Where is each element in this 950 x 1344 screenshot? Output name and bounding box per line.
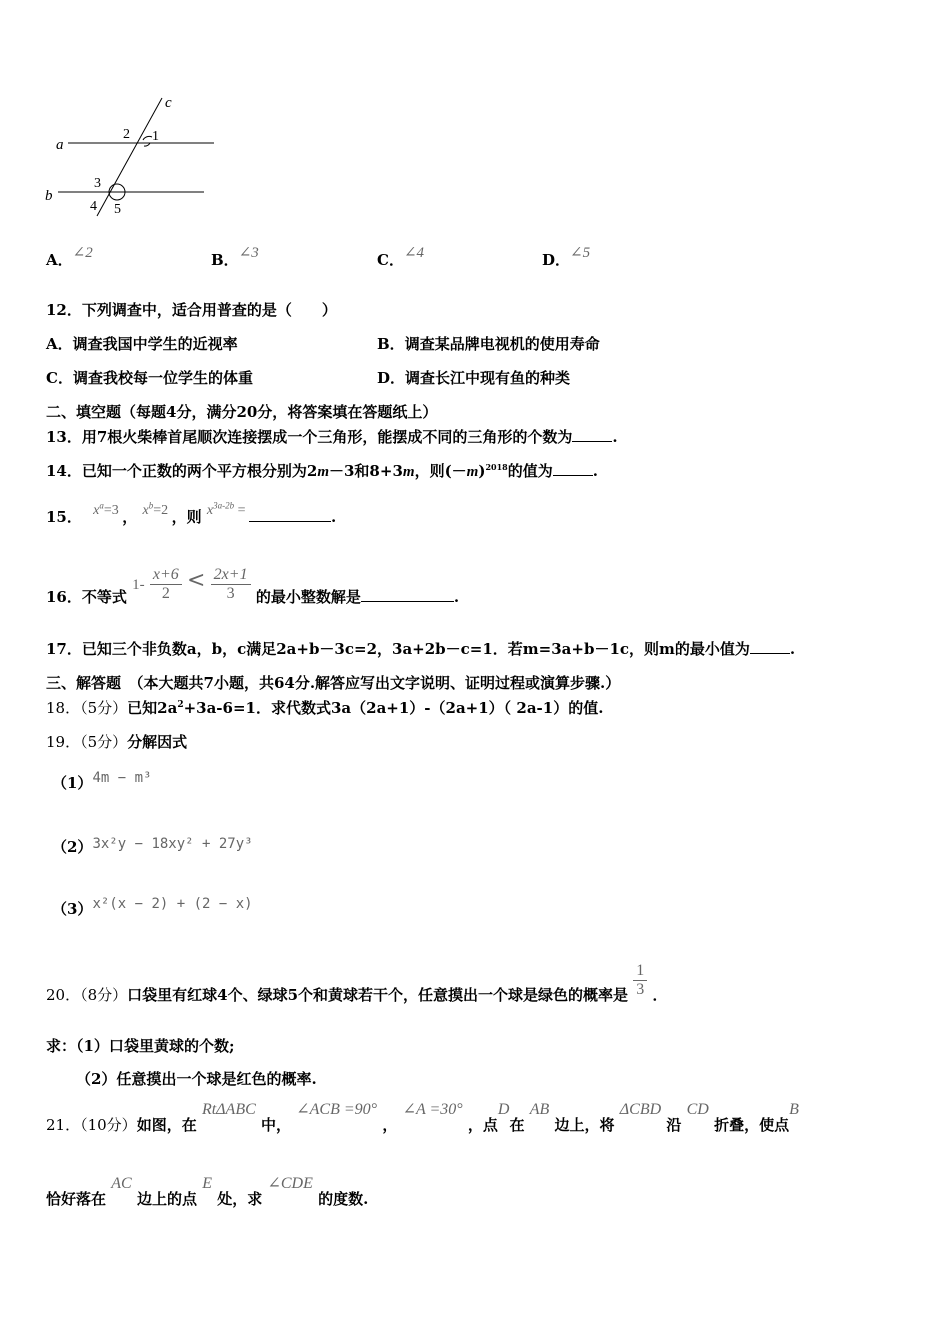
q18: 18．（5分）已知$2a^2+3a-6=1$．求代数式3a（2a+1）-（2a+1）（ 2a-1）的值. (46, 699, 604, 717)
q12-option-b[interactable]: B．调查某品牌电视机的使用寿命 (377, 335, 600, 353)
label-angle-2: 2 (123, 127, 130, 142)
q14: 14．已知一个正数的两个平方根分别为2m－3和8+3m，则$(-m)^{2018}$的值为 . (46, 462, 598, 480)
q15-answer-blank[interactable] (249, 507, 331, 522)
q20: 20．（8分）口袋里有红球4个、绿球5个和黄球若干个，任意摸出一个球是绿色的概率是 $\frac{1}{3}$ ． (46, 962, 668, 1004)
q12-stem: 12．下列调查中，适合用普查的是（ ） (46, 301, 337, 319)
q11-option-a[interactable]: A．∠2 (46, 245, 93, 269)
q11-option-c[interactable]: C．∠4 (377, 245, 425, 269)
parallel-lines-figure (40, 92, 225, 220)
label-a: a (56, 137, 64, 153)
label-c: c (165, 95, 172, 111)
q19-part-3: （3）x²(x − 2) + (2 − x) (52, 896, 253, 918)
label-angle-1: 1 (152, 129, 159, 144)
line-c (97, 98, 162, 216)
q19: 19．（5分）分解因式 (46, 733, 188, 751)
q13-answer-blank[interactable] (572, 427, 612, 442)
angle-arc-2 (143, 136, 152, 140)
q12-option-c[interactable]: C．调查我校每一位学生的体重 (46, 369, 253, 387)
q15: 15． $x^a=3$ ， $x^b=2$ ，则 $x^{3a-2b}$ = . (46, 500, 337, 526)
q14-answer-blank[interactable] (553, 461, 593, 476)
q19-part-1: （1）4m − m³ (52, 770, 152, 792)
section-3-heading: 三、解答题 （本大题共7小题，共64分.解答应写出文字说明、证明过程或演算步骤.） (46, 674, 621, 692)
q11-option-d[interactable]: D．∠5 (542, 245, 591, 269)
q21-line-1: 21．（10分）如图，在 RtΔABC 中， ∠ACB =90° ， ∠A =30° ，点D在 AB 边上，将 ΔCBD 沿 CD 折叠，使点B (46, 1101, 799, 1134)
q17: 17．已知三个非负数a，b，c满足2a+b－3c=2，3a+2b－c=1．若m=3a+b－1c，则m的最小值为 . (46, 640, 796, 658)
q20-ask-1: 求：（1）口袋里黄球的个数; (46, 1037, 235, 1055)
q16: 16．不等式 1- $\frac{x+6}{2}$ < $\frac{2x+1}{3}$ 的最小整数解是 . (46, 566, 460, 606)
q17-answer-blank[interactable] (750, 639, 790, 654)
label-angle-4: 4 (90, 199, 97, 214)
section-2-heading: 二、填空题（每题4分，满分20分，将答案填在答题纸上） (46, 403, 438, 421)
q12-option-d[interactable]: D．调查长江中现有鱼的种类 (377, 369, 571, 387)
q19-part-2: （2）3x²y − 18xy² + 27y³ (52, 836, 253, 856)
q21-line-2: 恰好落在 AC 边上的点 E 处，求 ∠CDE 的度数. (46, 1175, 369, 1208)
q13: 13．用7根火柴棒首尾顺次连接摆成一个三角形，能摆成不同的三角形的个数为 . (46, 428, 618, 446)
q20-ask-2: （2）任意摸出一个球是红色的概率. (76, 1070, 317, 1088)
q16-answer-blank[interactable] (361, 587, 454, 602)
label-angle-5: 5 (114, 202, 121, 217)
q12-option-a[interactable]: A．调查我国中学生的近视率 (46, 335, 238, 353)
label-angle-3: 3 (94, 176, 101, 191)
label-b: b (45, 188, 53, 204)
q11-option-b[interactable]: B．∠3 (211, 245, 259, 269)
